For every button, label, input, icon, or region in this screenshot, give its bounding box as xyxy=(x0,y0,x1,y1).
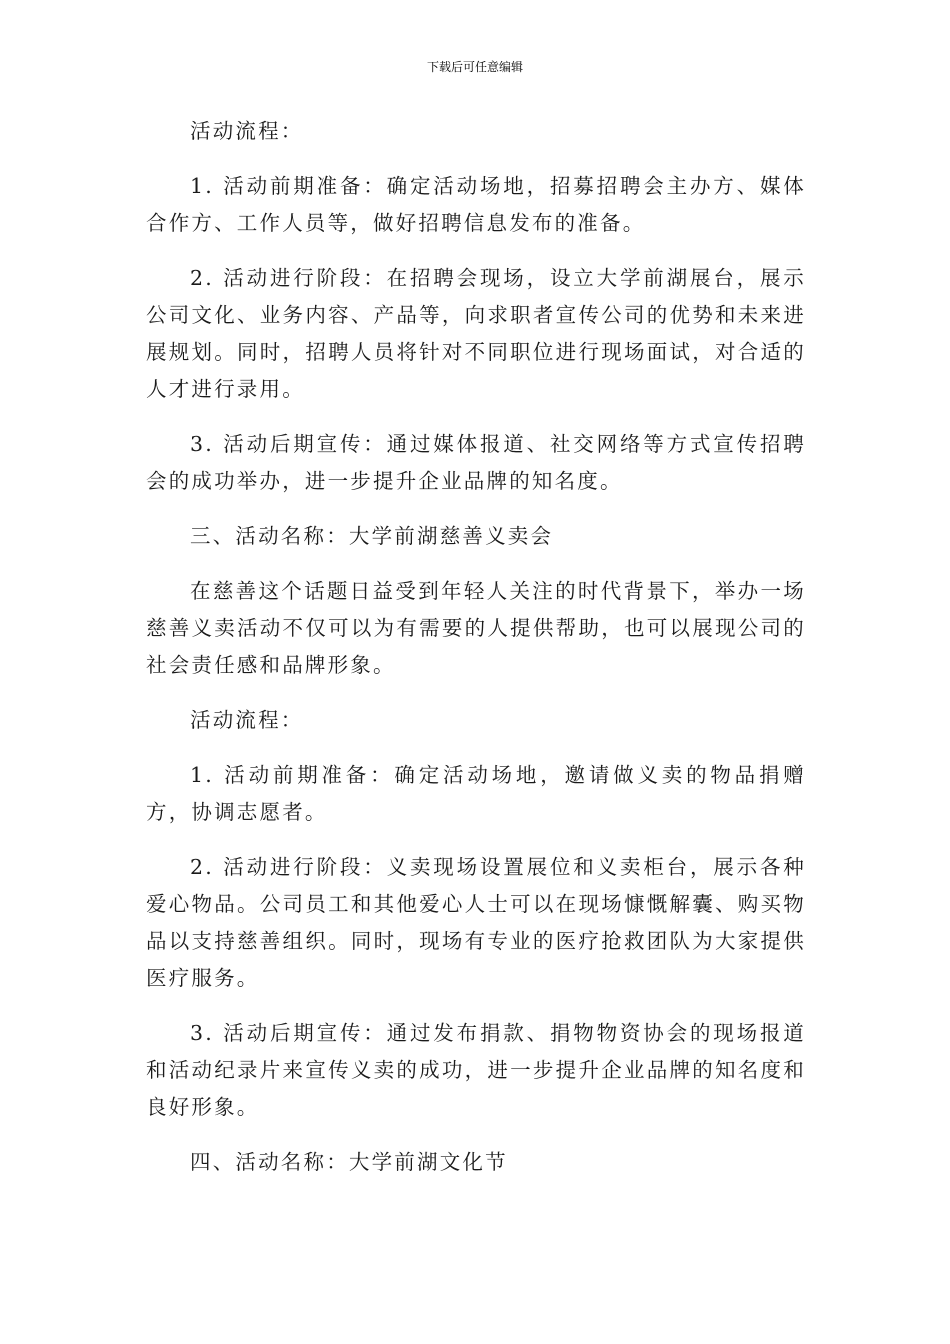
paragraph-charity-step-1: 1. 活动前期准备：确定活动场地，邀请做义卖的物品捐赠方，协调志愿者。 xyxy=(146,763,806,824)
paragraph-step-3: 3. 活动后期宣传：通过媒体报道、社交网络等方式宣传招聘会的成功举办，进一步提升企业品牌的知名度。 xyxy=(146,432,806,493)
paragraph-step-2: 2. 活动进行阶段：在招聘会现场，设立大学前湖展台，展示公司文化、业务内容、产品等，向求职者宣传公司的优势和未来进展规划。同时，招聘人员将针对不同职位进行现场面试，对合适的人才进行录用。 xyxy=(146,266,806,401)
section-heading-culture-festival: 四、活动名称：大学前湖文化节 xyxy=(190,1150,508,1174)
paragraph-process-heading-1: 活动流程： xyxy=(190,119,304,143)
document-body xyxy=(146,113,806,1199)
paragraph-step-1: 1. 活动前期准备：确定活动场地，招募招聘会主办方、媒体合作方、工作人员等，做好招聘信息发布的准备。 xyxy=(146,174,806,235)
paragraph-process-heading-2: 活动流程： xyxy=(190,708,304,732)
section-heading-charity-sale: 三、活动名称：大学前湖慈善义卖会 xyxy=(190,524,554,548)
page-header-note: 下载后可任意编辑 xyxy=(426,60,523,74)
paragraph-charity-step-3: 3. 活动后期宣传：通过发布捐款、捐物物资协会的现场报道和活动纪录片来宣传义卖的成功，进一步提升企业品牌的知名度和良好形象。 xyxy=(146,1021,806,1119)
paragraph-charity-step-2: 2. 活动进行阶段：义卖现场设置展位和义卖柜台，展示各种爱心物品。公司员工和其他爱心人士可以在现场慷慨解囊、购买物品以支持慈善组织。同时，现场有专业的医疗抢救团队为大家提供医疗服务。 xyxy=(146,855,806,990)
paragraph-charity-intro: 在慈善这个话题日益受到年轻人关注的时代背景下，举办一场慈善义卖活动不仅可以为有需要的人提供帮助，也可以展现公司的社会责任感和品牌形象。 xyxy=(146,579,806,677)
